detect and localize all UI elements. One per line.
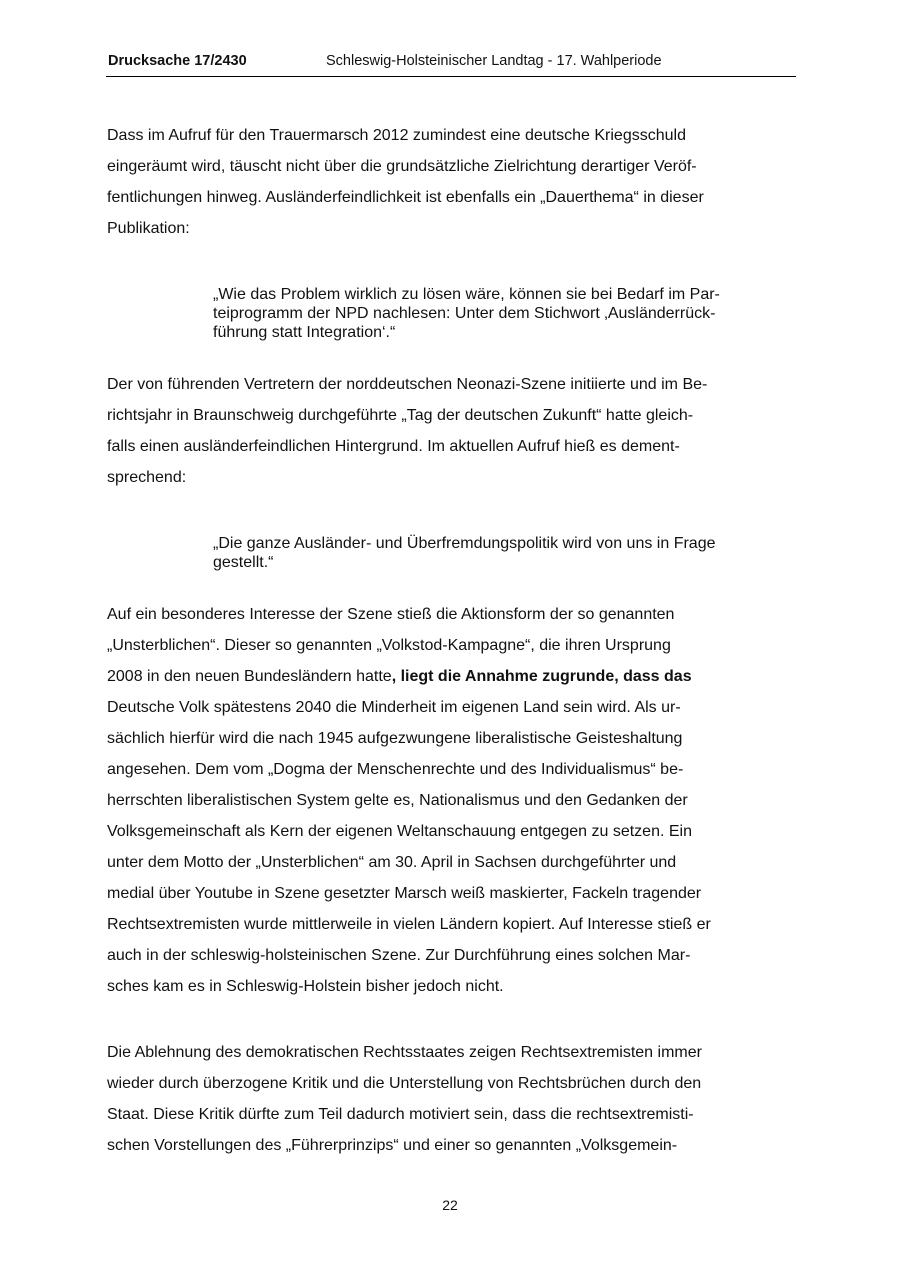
paragraph-3-line-11: Rechtsextremisten wurde mittlerweile in vielen Ländern kopiert. Auf Interesse stieß er [107, 916, 711, 933]
paragraph-4-line-2: wieder durch überzogene Kritik und die Unterstellung von Rechtsbrüchen durch den [107, 1075, 702, 1092]
paragraph-3-line-3-text: 2008 in den neuen Bundesländern hatte [107, 668, 392, 685]
paragraph-3-line-1: Auf ein besonderes Interesse der Szene stieß die Aktionsform der so genannten [107, 606, 675, 623]
paragraph-3-line-3 [107, 667, 692, 687]
paragraph-2-line-1: Der von führenden Vertretern der norddeutschen Neonazi-Szene initiierte und im Be- [107, 376, 708, 393]
quote-1-line-3: führung statt Integration‘.“ [213, 324, 396, 341]
quote-2-line-1: „Die ganze Ausländer- und Überfremdungspolitik wird von uns in Frage [213, 535, 716, 552]
parliament-title: Schleswig-Holsteinischer Landtag - 17. Wahlperiode [326, 53, 662, 69]
paragraph-1-line-3: fentlichungen hinweg. Ausländerfeindlichkeit ist ebenfalls ein „Dauerthema“ in dieser [107, 189, 704, 206]
paragraph-3-line-9: unter dem Motto der „Unsterblichen“ am 30. April in Sachsen durchgeführter und [107, 854, 677, 871]
paragraph-3-line-13: sches kam es in Schleswig-Holstein bisher jedoch nicht. [107, 978, 504, 995]
paragraph-3-line-10: medial über Youtube in Szene gesetzter Marsch weiß maskierter, Fackeln tragender [107, 885, 702, 902]
paragraph-3-line-2: „Unsterblichen“. Dieser so genannten „Volkstod-Kampagne“, die ihren Ursprung [107, 637, 671, 654]
quote-1-line-2: teiprogramm der NPD nachlesen: Unter dem Stichwort ‚Ausländerrück- [213, 305, 716, 322]
paragraph-4-line-1: Die Ablehnung des demokratischen Rechtsstaates zeigen Rechtsextremisten immer [107, 1044, 702, 1061]
page-number: 22 [442, 1197, 458, 1213]
paragraph-1-line-1: Dass im Aufruf für den Trauermarsch 2012 zumindest eine deutsche Kriegsschuld [107, 127, 686, 144]
paragraph-2-line-3: falls einen ausländerfeindlichen Hintergrund. Im aktuellen Aufruf hieß es dement- [107, 438, 680, 455]
paragraph-4-line-4: schen Vorstellungen des „Führerprinzips“ und einer so genannten „Volksgemein- [107, 1137, 678, 1154]
paragraph-3-line-5: sächlich hierfür wird die nach 1945 aufgezwungene liberalistische Geisteshaltung [107, 730, 683, 747]
page-header [106, 50, 796, 77]
paragraph-2-line-4: sprechend: [107, 469, 187, 486]
paragraph-1-line-2: eingeräumt wird, täuscht nicht über die grundsätzliche Zielrichtung derartiger Veröf- [107, 158, 697, 175]
quote-2-line-2: gestellt.“ [213, 554, 274, 571]
paragraph-3-line-12: auch in der schleswig-holsteinischen Szene. Zur Durchführung eines solchen Mar- [107, 947, 691, 964]
paragraph-3-line-8: Volksgemeinschaft als Kern der eigenen Weltanschauung entgegen zu setzen. Ein [107, 823, 692, 840]
paragraph-4-line-3: Staat. Diese Kritik dürfte zum Teil dadurch motiviert sein, dass die rechtsextremisti- [107, 1106, 694, 1123]
paragraph-1-line-4: Publikation: [107, 220, 190, 237]
paragraph-2-line-2: richtsjahr in Braunschweig durchgeführte „Tag der deutschen Zukunft“ hatte gleich- [107, 407, 694, 424]
paragraph-3-line-6: angesehen. Dem vom „Dogma der Menschenrechte und des Individualismus“ be- [107, 761, 684, 778]
document-number: Drucksache 17/2430 [108, 53, 247, 69]
paragraph-3-line-4: Deutsche Volk spätestens 2040 die Minderheit im eigenen Land sein wird. Als ur- [107, 699, 681, 716]
paragraph-3-line-7: herrschten liberalistischen System gelte es, Nationalismus und den Gedanken der [107, 792, 688, 809]
quote-1-line-1: „Wie das Problem wirklich zu lösen wäre, können sie bei Bedarf im Par- [213, 286, 720, 303]
paragraph-3-line-3-bold-comma: , liegt die Annahme zugrunde, dass das [391, 668, 692, 685]
